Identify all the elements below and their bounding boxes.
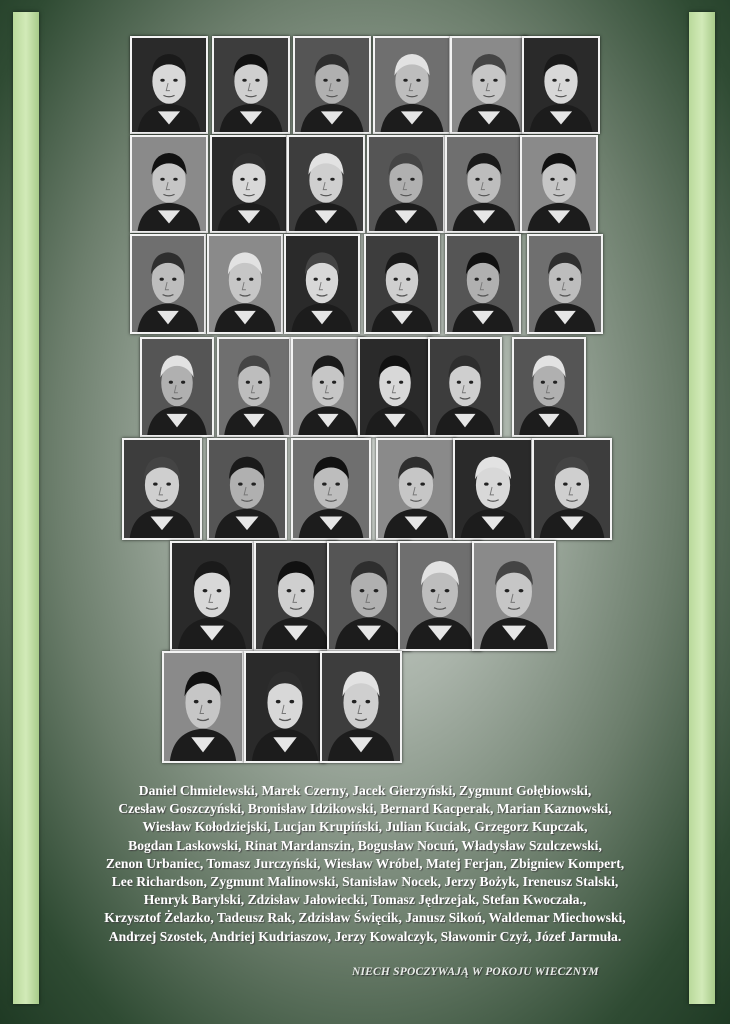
portrait-image — [378, 440, 454, 538]
portrait-photo — [162, 651, 244, 763]
portrait-photo — [428, 337, 502, 437]
portrait-photo — [212, 36, 290, 134]
portrait-photo — [207, 234, 283, 334]
names-line: Daniel Chmielewski, Marek Czerny, Jacek Gierzyński, Zygmunt Gołębiowski, — [138, 783, 592, 798]
portrait-photo — [217, 337, 291, 437]
portrait-image — [534, 440, 610, 538]
portrait-image — [447, 236, 519, 332]
portrait-image — [132, 137, 206, 231]
portrait-photo — [376, 438, 456, 540]
portrait-photo — [291, 438, 371, 540]
portrait-image — [172, 543, 252, 649]
portrait-image — [256, 543, 336, 649]
portrait-photo — [398, 541, 482, 651]
portrait-photo — [445, 135, 523, 233]
portrait-image — [132, 236, 204, 332]
portrait-photo — [358, 337, 432, 437]
portrait-photo — [450, 36, 528, 134]
portrait-photo — [130, 135, 208, 233]
portrait-photo — [140, 337, 214, 437]
portrait-photo — [284, 234, 360, 334]
portrait-photo — [522, 36, 600, 134]
portrait-image — [329, 543, 409, 649]
portrait-image — [514, 339, 584, 435]
names-line: Wiesław Kołodziejski, Lucjan Krupiński, Julian Kuciak, Grzegorz Kupczak, — [142, 819, 588, 835]
portrait-image — [132, 38, 206, 132]
portrait-image — [164, 653, 242, 761]
portrait-image — [293, 339, 363, 435]
names-list — [60, 782, 670, 946]
portrait-image — [212, 137, 286, 231]
portrait-photo — [130, 36, 208, 134]
portrait-image — [366, 236, 438, 332]
left-side-bar — [13, 12, 39, 1004]
portrait-photo — [291, 337, 365, 437]
portrait-photo — [527, 234, 603, 334]
right-side-bar — [689, 12, 715, 1004]
portrait-image — [455, 440, 531, 538]
portrait-image — [522, 137, 596, 231]
portrait-image — [529, 236, 601, 332]
portrait-image — [375, 38, 449, 132]
portrait-image — [474, 543, 554, 649]
portrait-image — [124, 440, 200, 538]
names-line: Krzysztof Żelazko, Tadeusz Rak, Zdzisław Święcik, Janusz Sikoń, Waldemar Miechowski, — [104, 910, 626, 926]
portrait-photo — [170, 541, 254, 651]
portrait-image — [209, 236, 281, 332]
portrait-photo — [320, 651, 402, 763]
portrait-image — [322, 653, 400, 761]
portrait-image — [400, 543, 480, 649]
portrait-photo — [130, 234, 206, 334]
portrait-image — [360, 339, 430, 435]
portrait-photo — [445, 234, 521, 334]
portrait-image — [524, 38, 598, 132]
portrait-image — [452, 38, 526, 132]
portrait-image — [142, 339, 212, 435]
portrait-photo — [472, 541, 556, 651]
portrait-image — [209, 440, 285, 538]
portrait-photo — [373, 36, 451, 134]
portrait-photo — [207, 438, 287, 540]
portrait-image — [286, 236, 358, 332]
names-line: Henryk Barylski, Zdzisław Jałowiecki, Tomasz Jędrzejak, Stefan Kwoczała., — [143, 892, 587, 908]
portrait-photo — [244, 651, 326, 763]
portrait-image — [289, 137, 363, 231]
memorial-footer: NIECH SPOCZYWAJĄ W POKOJU WIECZNYM — [352, 966, 599, 978]
portrait-image — [369, 137, 443, 231]
portrait-photo — [367, 135, 445, 233]
portrait-photo — [364, 234, 440, 334]
portrait-image — [219, 339, 289, 435]
portrait-photo — [254, 541, 338, 651]
portrait-photo — [512, 337, 586, 437]
portrait-photo — [122, 438, 202, 540]
portrait-image — [295, 38, 369, 132]
portrait-image — [214, 38, 288, 132]
portrait-image — [447, 137, 521, 231]
portrait-photo — [287, 135, 365, 233]
portrait-photo — [293, 36, 371, 134]
names-line: Andrzej Szostek, Andriej Kudriaszow, Jerzy Kowalczyk, Sławomir Czyż, Józef Jarmuła. — [108, 928, 622, 944]
names-line: Bogdan Laskowski, Rinat Mardanszin, Bogusław Nocuń, Władysław Szulczewski, — [128, 837, 602, 853]
names-line: Zenon Urbaniec, Tomasz Jurczyński, Wiesław Wróbel, Matej Ferjan, Zbigniew Kompert, — [105, 855, 625, 871]
portrait-image — [246, 653, 324, 761]
portrait-photo — [453, 438, 533, 540]
portrait-photo — [532, 438, 612, 540]
names-line: Czesław Goszczyński, Bronisław Idzikowski, Bernard Kacperak, Marian Kaznowski, — [118, 801, 612, 817]
portrait-photo — [520, 135, 598, 233]
portrait-image — [430, 339, 500, 435]
names-line: Lee Richardson, Zygmunt Malinowski, Stanisław Nocek, Jerzy Bożyk, Ireneusz Stalski, — [111, 874, 619, 890]
portrait-photo — [210, 135, 288, 233]
portrait-image — [293, 440, 369, 538]
